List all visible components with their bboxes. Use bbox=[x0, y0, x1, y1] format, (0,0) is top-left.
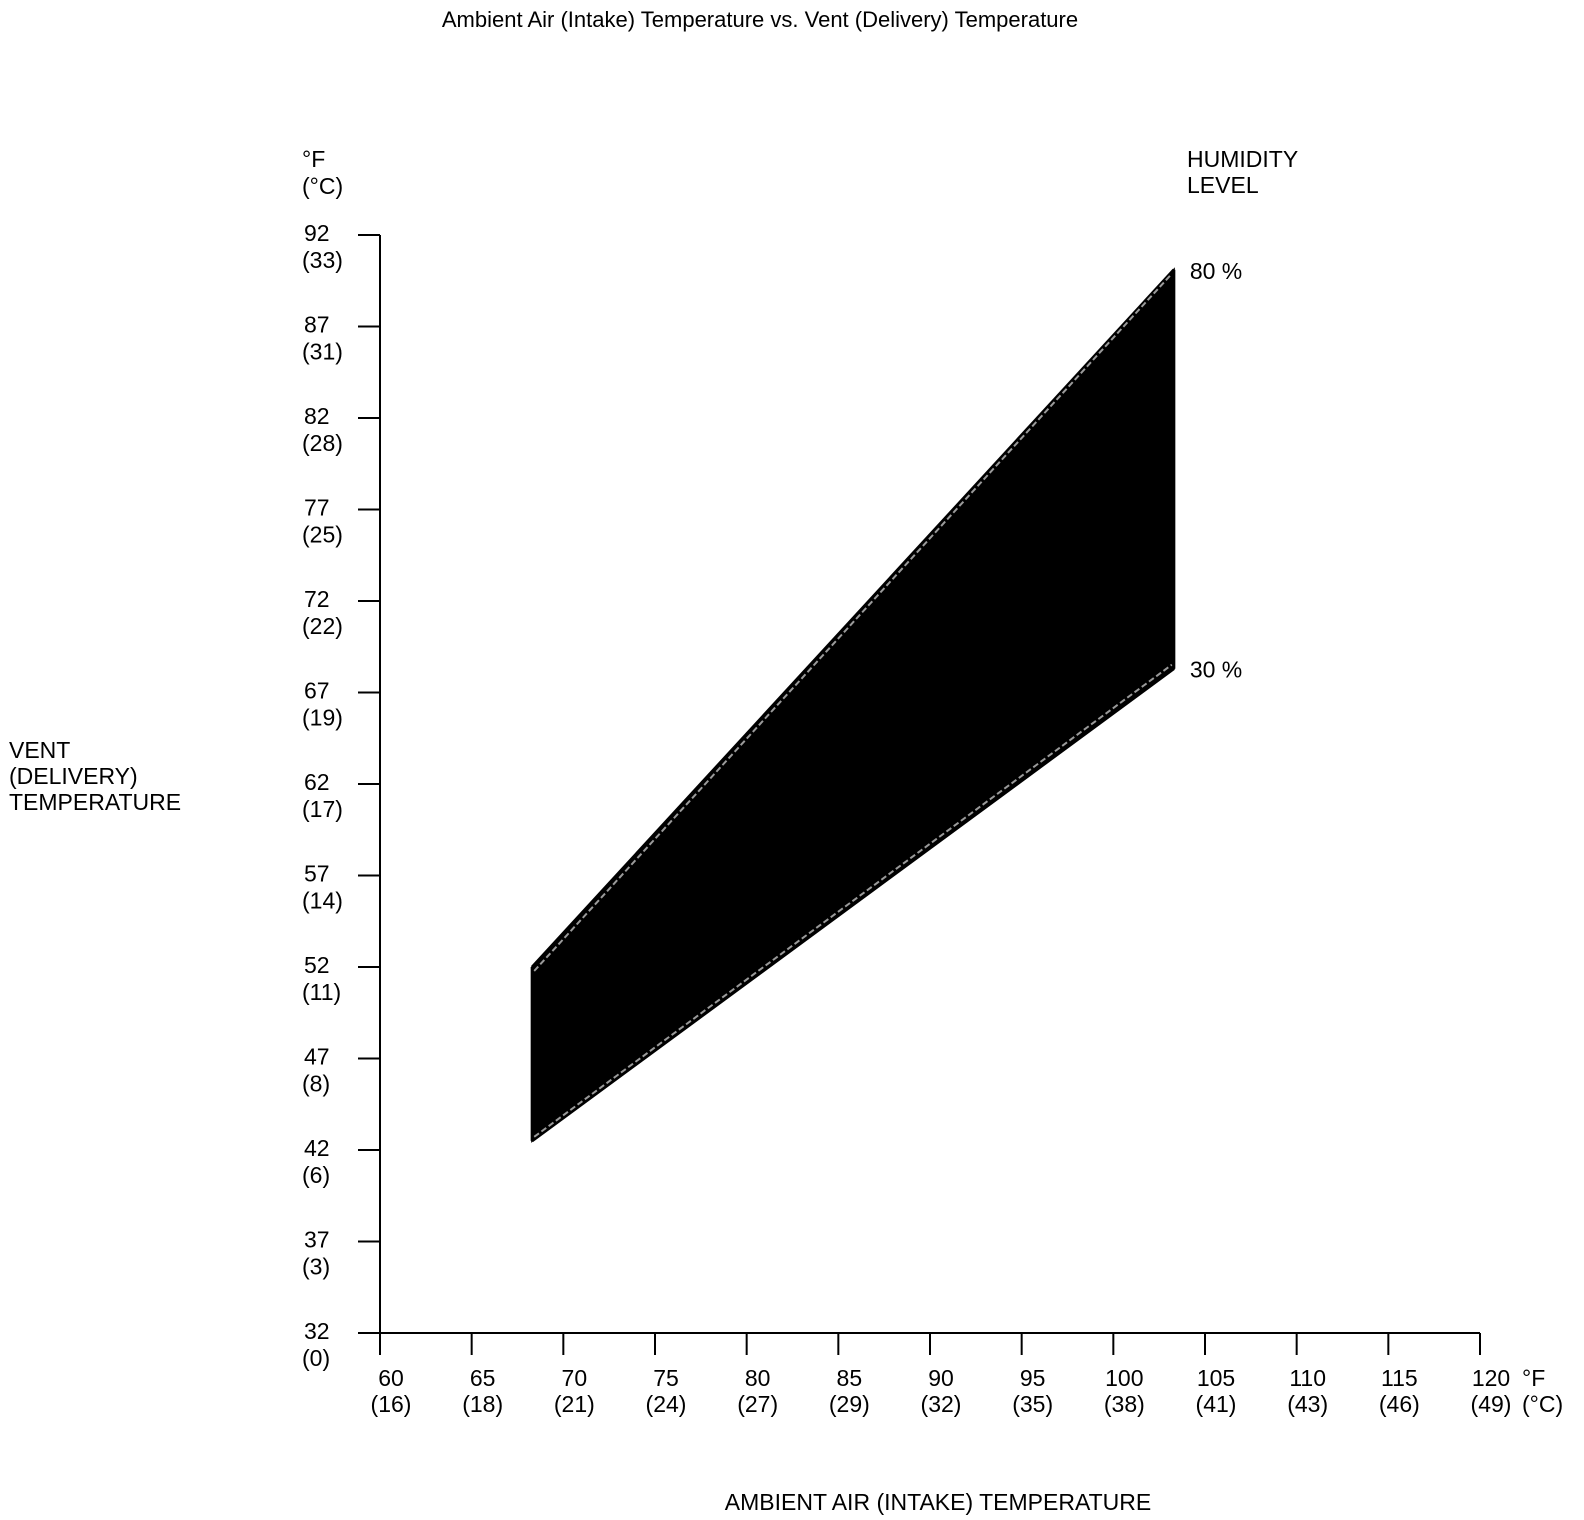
x-tick-label-60: 60 bbox=[378, 1365, 404, 1391]
y-unit-label bbox=[302, 146, 343, 199]
x-tick-sublabel-75: (24) bbox=[645, 1391, 687, 1417]
x-tick-label-80: 80 bbox=[744, 1365, 771, 1391]
x-tick-label-85: 85 bbox=[836, 1365, 863, 1391]
x-tick-sublabel-100: (38) bbox=[1103, 1391, 1145, 1417]
y-tick-label-82: 82 bbox=[304, 403, 330, 429]
y-axis-title-line-2: (DELIVERY) bbox=[9, 763, 138, 789]
chart-title: Ambient Air (Intake) Temperature vs. Vent (Delivery) Temperature bbox=[441, 7, 1079, 32]
x-tick-sublabel-105: (41) bbox=[1195, 1391, 1237, 1417]
y-tick-sublabel-82: (28) bbox=[302, 430, 343, 456]
series-label-80: 80 % bbox=[1189, 257, 1243, 284]
y-tick-sublabel-77: (25) bbox=[302, 521, 343, 548]
legend-title-line-1: HUMIDITY bbox=[1187, 146, 1299, 172]
x-tick-label-65: 65 bbox=[469, 1365, 496, 1391]
x-tick-label-110: 110 bbox=[1289, 1365, 1327, 1391]
y-tick-sublabel-57: (14) bbox=[302, 887, 343, 914]
y-axis-title-line-3: TEMPERATURE bbox=[9, 789, 182, 815]
x-tick-label-100: 100 bbox=[1105, 1365, 1144, 1391]
y-tick-label-92: 92 bbox=[304, 220, 330, 246]
y-tick-sublabel-62: (17) bbox=[302, 796, 343, 822]
x-unit-label bbox=[1522, 1365, 1563, 1417]
x-tick-label-95: 95 bbox=[1019, 1365, 1046, 1391]
y-tick-sublabel-42: (6) bbox=[302, 1162, 331, 1188]
y-tick-sublabel-67: (19) bbox=[302, 704, 343, 731]
y-axis-title bbox=[9, 737, 181, 815]
y-tick-label-77: 77 bbox=[304, 494, 330, 521]
x-axis-title: AMBIENT AIR (INTAKE) TEMPERATURE bbox=[724, 1489, 1152, 1515]
y-tick-label-47: 47 bbox=[304, 1043, 330, 1070]
y-tick-sublabel-87: (31) bbox=[302, 338, 343, 365]
y-tick-label-42: 42 bbox=[304, 1135, 330, 1161]
x-tick-sublabel-60: (16) bbox=[370, 1391, 412, 1417]
band-area bbox=[532, 270, 1174, 1141]
x-tick-sublabel-65: (18) bbox=[462, 1391, 504, 1417]
y-tick-label-32: 32 bbox=[304, 1318, 330, 1344]
y-tick-label-57: 57 bbox=[304, 860, 330, 887]
y-tick-sublabel-32: (0) bbox=[302, 1345, 331, 1371]
y-unit-c: (°C) bbox=[302, 173, 344, 199]
x-unit-f: °F bbox=[1522, 1365, 1546, 1391]
x-tick-sublabel-95: (35) bbox=[1012, 1391, 1054, 1417]
x-tick-sublabel-80: (27) bbox=[737, 1391, 779, 1417]
series-label-30: 30 % bbox=[1189, 656, 1243, 683]
x-tick-sublabel-110: (43) bbox=[1287, 1391, 1329, 1417]
legend-title bbox=[1187, 146, 1298, 198]
x-tick-label-105: 105 bbox=[1196, 1365, 1236, 1391]
y-tick-sublabel-72: (22) bbox=[302, 613, 343, 639]
x-tick-sublabel-70: (21) bbox=[553, 1391, 595, 1417]
x-tick-label-75: 75 bbox=[653, 1365, 679, 1391]
y-tick-label-37: 37 bbox=[304, 1226, 330, 1253]
y-axis-title-line-1: VENT bbox=[9, 737, 71, 763]
x-tick-label-115: 115 bbox=[1380, 1365, 1418, 1391]
y-tick-sublabel-92: (33) bbox=[302, 247, 343, 273]
legend-title-line-2: LEVEL bbox=[1187, 172, 1259, 198]
x-tick-sublabel-85: (29) bbox=[828, 1391, 870, 1417]
y-tick-label-52: 52 bbox=[304, 952, 330, 978]
x-tick-label-70: 70 bbox=[561, 1365, 588, 1391]
y-tick-sublabel-47: (8) bbox=[302, 1070, 331, 1097]
y-tick-label-87: 87 bbox=[304, 311, 330, 338]
x-tick-label-120: 120 bbox=[1471, 1365, 1511, 1391]
x-tick-label-90: 90 bbox=[928, 1365, 954, 1391]
y-tick-label-72: 72 bbox=[304, 586, 330, 612]
y-tick-label-67: 67 bbox=[304, 677, 330, 704]
x-tick-sublabel-115: (46) bbox=[1378, 1391, 1420, 1417]
x-tick-sublabel-90: (32) bbox=[920, 1391, 962, 1417]
x-unit-c: (°C) bbox=[1522, 1391, 1564, 1417]
y-unit-f: °F bbox=[302, 146, 326, 172]
y-tick-label-62: 62 bbox=[304, 769, 330, 795]
x-tick-sublabel-120: (49) bbox=[1470, 1391, 1512, 1417]
y-tick-sublabel-52: (11) bbox=[302, 979, 342, 1005]
y-tick-sublabel-37: (3) bbox=[302, 1253, 331, 1280]
plot-area bbox=[302, 220, 1511, 1417]
